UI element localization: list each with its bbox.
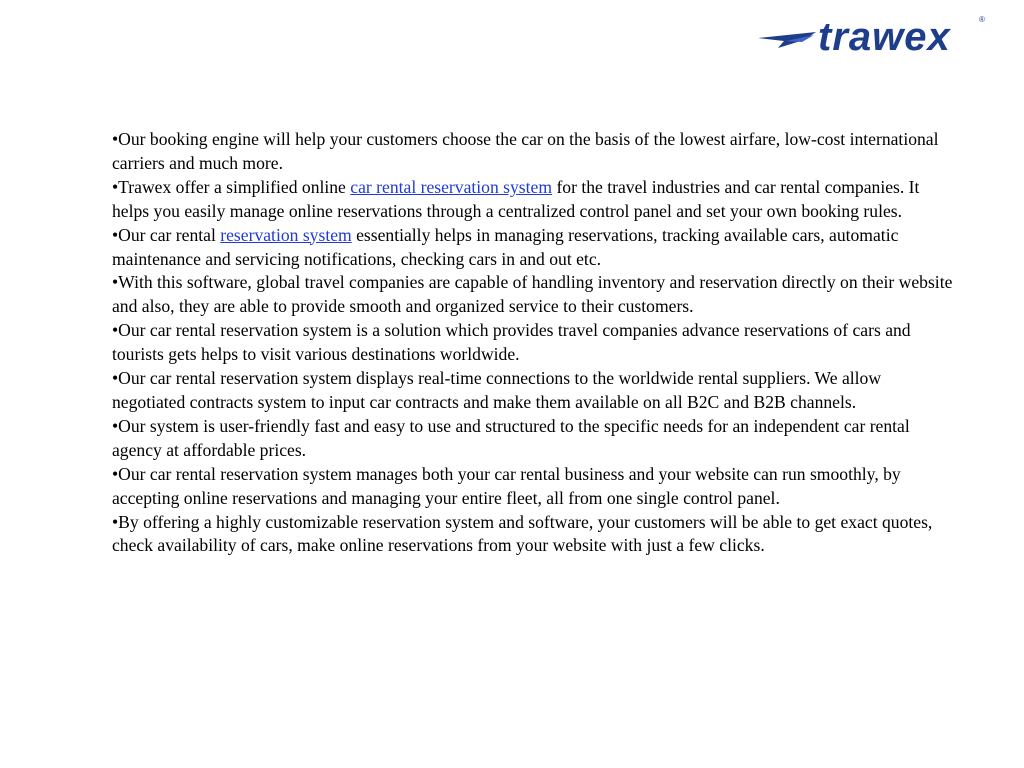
bullet-text-before-link: Our car rental — [118, 224, 221, 245]
bullet-text: Our car rental reservation system manages both your car rental business and your website can run smoothly, by accepting online reservations and managing your entire fleet, all from one single control panel. — [112, 463, 901, 508]
bullet-marker: • — [112, 129, 119, 149]
bullet-text: Our car rental reservation system is a solution which provides travel companies advance reservations of cars and tourists gets helps to visit various destinations worldwide. — [112, 320, 911, 365]
reservation-system-link[interactable]: reservation system — [220, 224, 352, 245]
bullet-marker: • — [112, 415, 119, 436]
bullet-item — [112, 367, 957, 415]
bullet-item — [112, 128, 957, 176]
bullet-text: With this software, global travel companies are capable of handling inventory and reservation directly on their website and also, they are able to provide smooth and organized service to their customers. — [112, 272, 953, 317]
registered-mark: ® — [979, 15, 985, 24]
trawex-logo-graphic — [756, 14, 992, 56]
bullet-text-after-link: for the travel industries and car rental companies. It helps you easily manage online reservations through a centralized control panel and set your own booking rules. — [112, 176, 920, 221]
bullet-marker: • — [112, 176, 119, 197]
bullet-item — [112, 463, 957, 511]
bullet-text-after-link: essentially helps in managing reservations, tracking available cars, automatic maintenance and servicing notifications, checking cars in and out etc. — [112, 224, 899, 269]
bullet-marker: • — [112, 511, 119, 532]
bullet-item — [112, 176, 957, 224]
bullet-item — [112, 224, 957, 272]
bullet-marker: • — [112, 463, 119, 484]
bullet-item — [112, 511, 957, 559]
bullet-text: Our car rental reservation system displays real-time connections to the worldwide rental suppliers. We allow negotiated contracts system to input car contracts and make them available on all B2C and B2B channels. — [112, 368, 882, 412]
logo-wordmark: trawex — [818, 15, 951, 56]
car-rental-reservation-system-link[interactable]: car rental reservation system — [350, 176, 553, 197]
bullet-item — [112, 319, 957, 367]
trawex-logo — [756, 14, 992, 56]
bullet-text: Our system is user-friendly fast and easy to use and structured to the specific needs for an independent car rental agency at affordable prices. — [112, 415, 910, 460]
bullet-text: By offering a highly customizable reservation system and software, your customers will be able to get exact quotes, check availability of cars, make online reservations from your website with just a few clicks. — [112, 511, 933, 556]
bullet-marker: • — [112, 272, 119, 293]
bullet-item — [112, 415, 957, 463]
bullet-marker: • — [112, 320, 119, 341]
logo-swoosh-icon — [758, 32, 816, 48]
bullet-marker: • — [112, 368, 119, 389]
bullet-marker: • — [112, 224, 119, 245]
bullet-text-before-link: Trawex offer a simplified online — [118, 176, 351, 197]
bullet-item — [112, 271, 957, 319]
bullet-text: Our booking engine will help your customers choose the car on the basis of the lowest airfare, low-cost international carriers and much more. — [112, 129, 939, 173]
bullet-list — [112, 128, 957, 558]
